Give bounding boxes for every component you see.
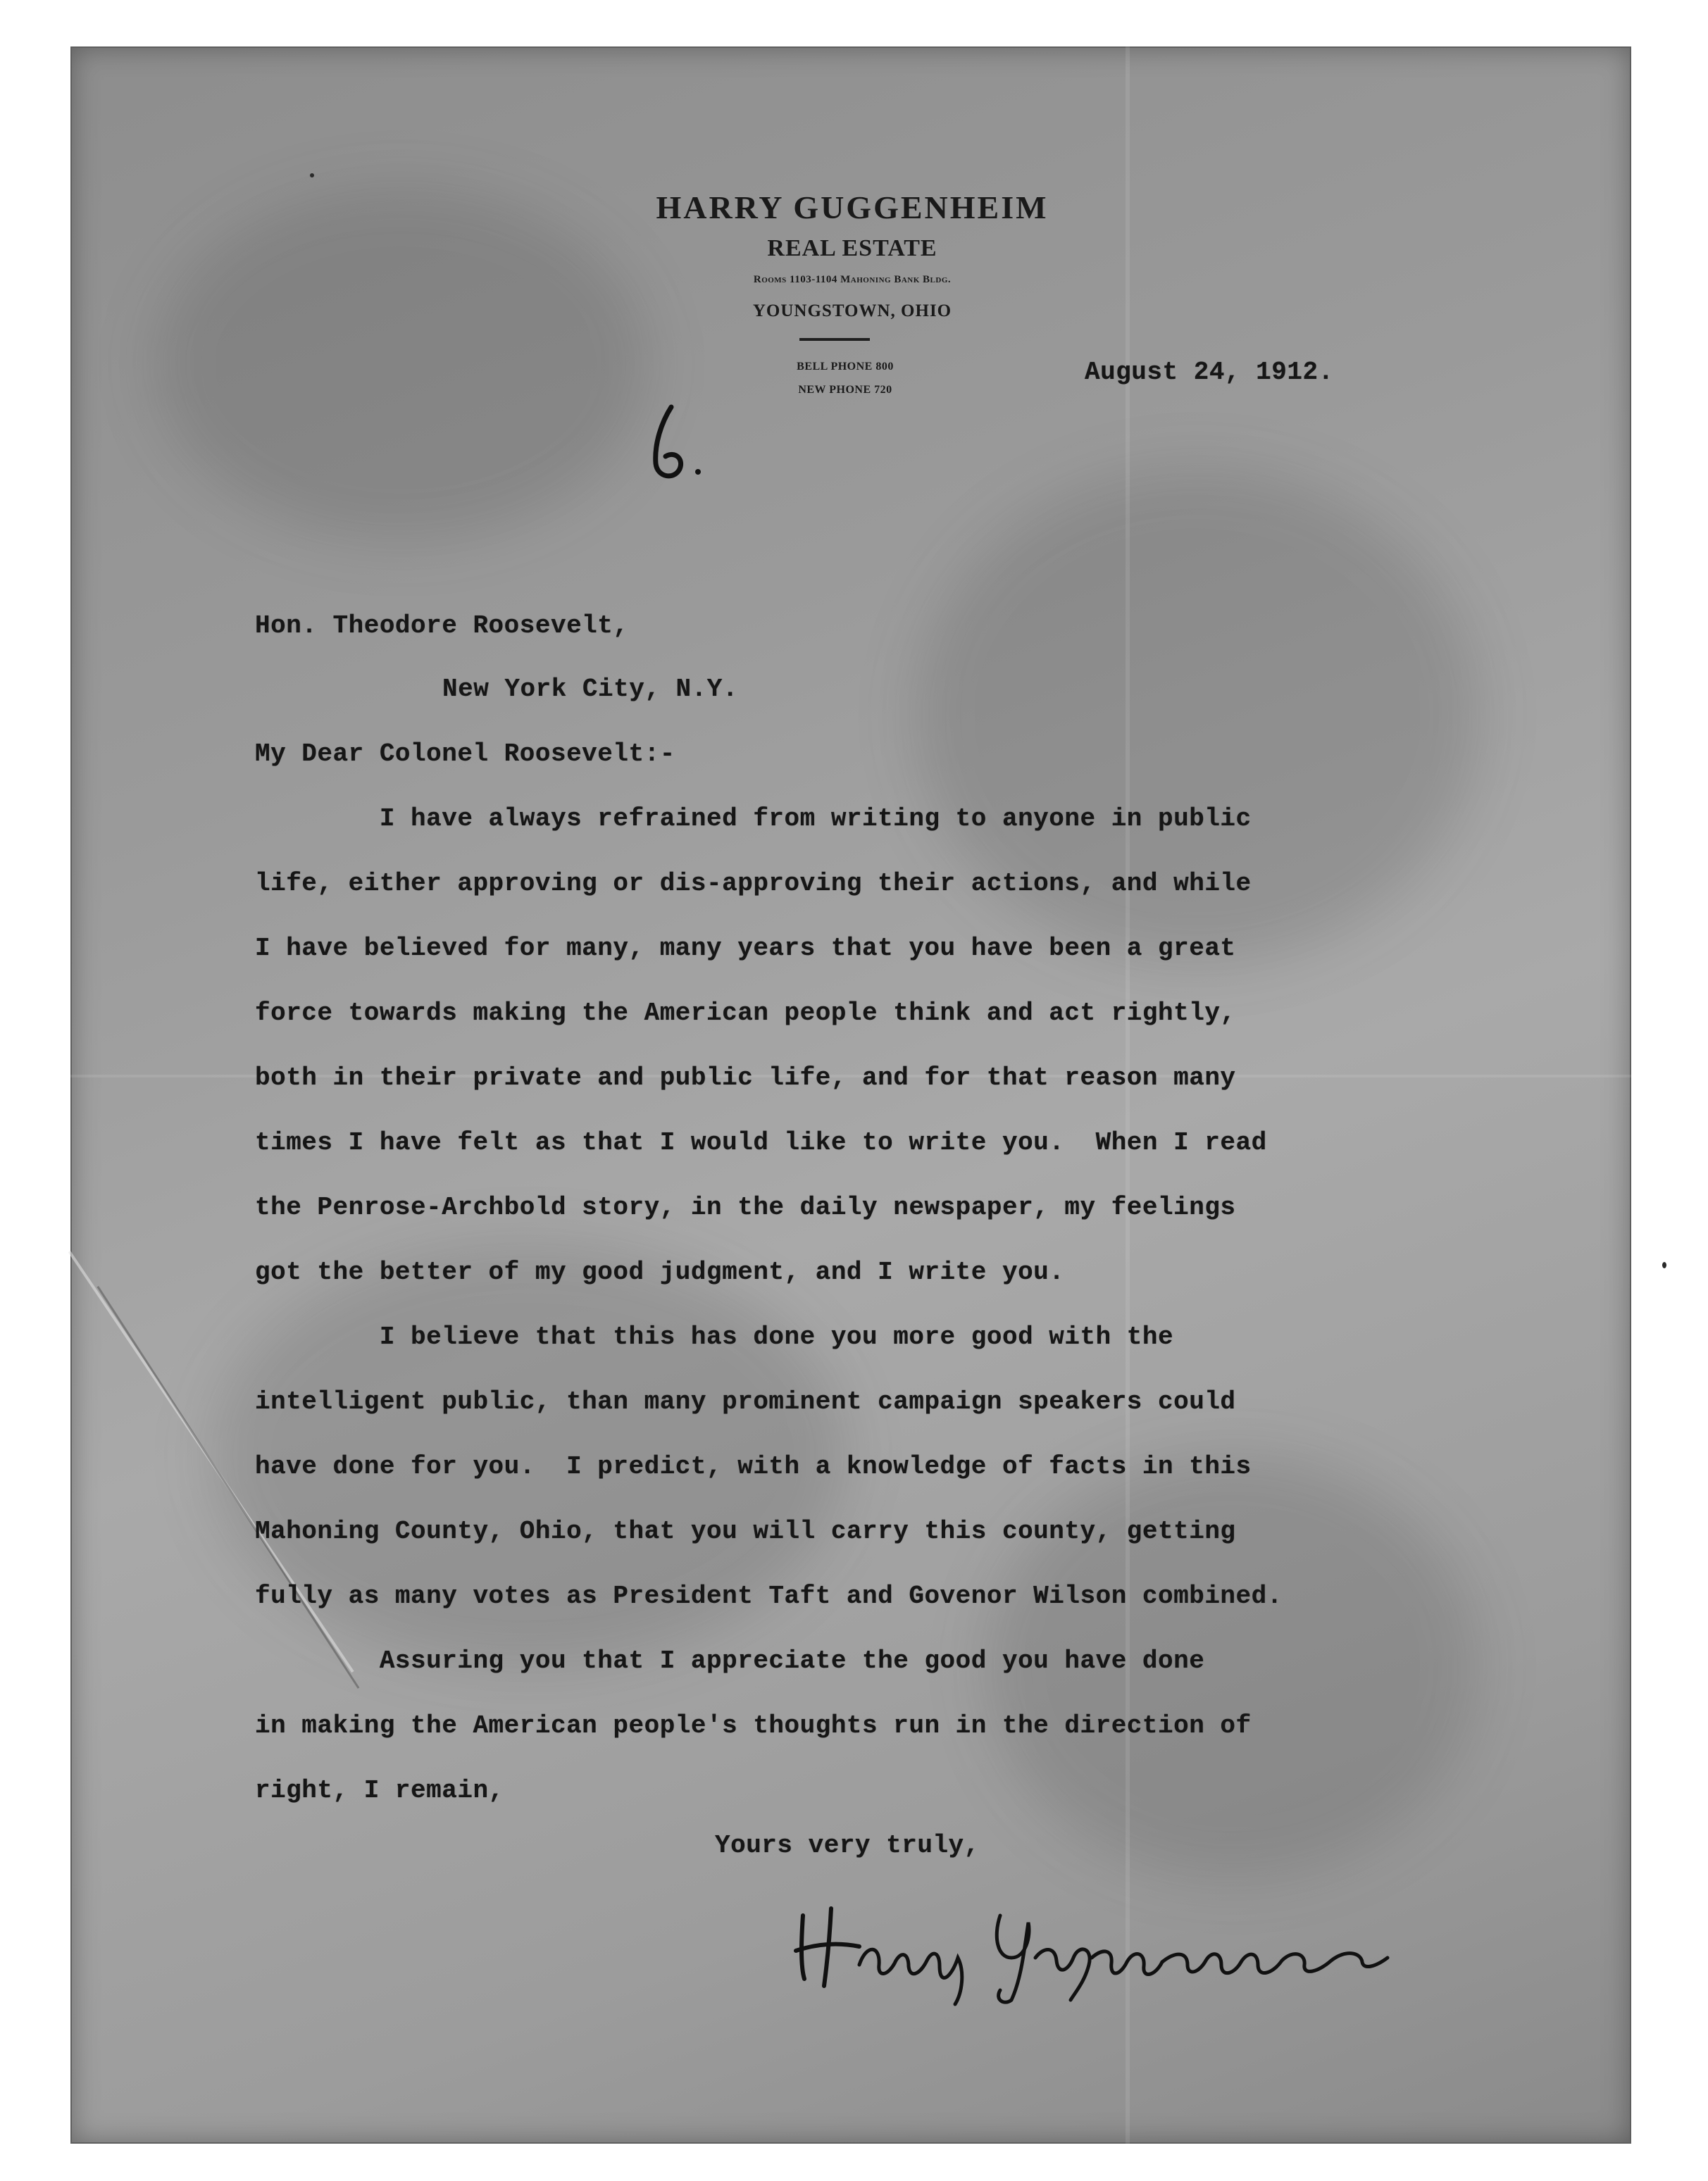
letterhead-rooms: Rooms 1103-1104 Mahoning Bank Bldg. bbox=[753, 274, 952, 285]
body-line: intelligent public, than many prominent campaign speakers could bbox=[255, 1387, 1236, 1416]
body-line: in making the American people's thoughts run in the direction of bbox=[255, 1711, 1252, 1740]
body-line: have done for you. I predict, with a knowledge of facts in this bbox=[255, 1452, 1252, 1481]
body-line: I have always refrained from writing to anyone in public bbox=[255, 804, 1252, 833]
body-line: got the better of my good judgment, and I write you. bbox=[255, 1258, 1065, 1287]
body-line: both in their private and public life, and for that reason many bbox=[255, 1063, 1236, 1092]
letterhead-city: YOUNGSTOWN, OHIO bbox=[752, 301, 952, 320]
body-line: Assuring you that I appreciate the good you have done bbox=[255, 1646, 1205, 1675]
body-line: I have believed for many, many years that you have been a great bbox=[255, 934, 1236, 963]
letter-date: August 24, 1912. bbox=[1085, 358, 1334, 387]
body-line: right, I remain, bbox=[255, 1776, 504, 1805]
letterhead-business: REAL ESTATE bbox=[767, 235, 937, 261]
closing: Yours very truly, bbox=[715, 1831, 980, 1860]
signature-handwritten bbox=[789, 1887, 1395, 2007]
recipient-name: Hon. Theodore Roosevelt, bbox=[255, 611, 629, 640]
letterhead-rule bbox=[799, 338, 870, 341]
letterhead-name: HARRY GUGGENHEIM bbox=[656, 189, 1049, 225]
margin-mark-6 bbox=[637, 401, 722, 486]
greeting: My Dear Colonel Roosevelt:- bbox=[255, 739, 675, 768]
letterhead-phone-bell: BELL PHONE 800 bbox=[797, 361, 894, 373]
body-line: I believe that this has done you more good with the bbox=[255, 1323, 1174, 1351]
body-line: Mahoning County, Ohio, that you will carry this county, getting bbox=[255, 1517, 1236, 1546]
letterhead-phone-new: NEW PHONE 720 bbox=[798, 384, 892, 396]
body-line: the Penrose-Archbold story, in the daily newspaper, my feelings bbox=[255, 1193, 1236, 1222]
recipient-location: New York City, N.Y. bbox=[442, 675, 738, 704]
body-line: fully as many votes as President Taft and Govenor Wilson combined. bbox=[255, 1582, 1283, 1611]
body-line: force towards making the American people think and act rightly, bbox=[255, 999, 1236, 1027]
body-line: life, either approving or dis-approving their actions, and while bbox=[255, 869, 1252, 898]
body-line: times I have felt as that I would like to write you. When I read bbox=[255, 1128, 1267, 1157]
